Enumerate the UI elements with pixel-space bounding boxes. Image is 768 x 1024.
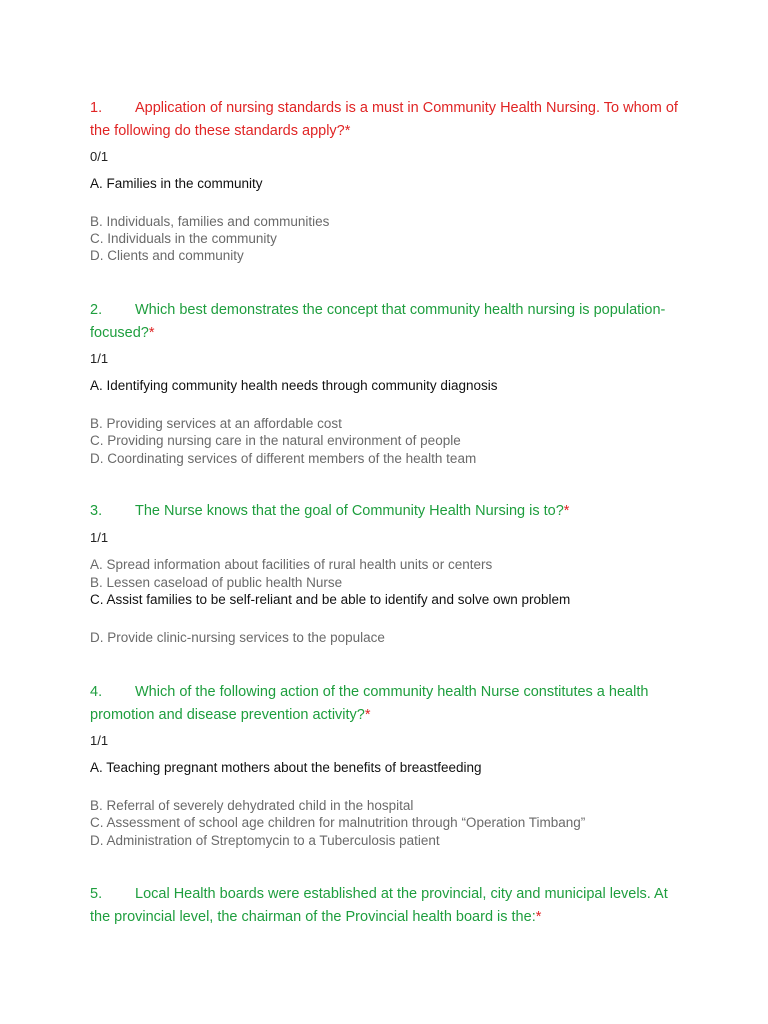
option-a[interactable]: A. Spread information about facilities of rural health units or centers xyxy=(90,557,493,572)
option-c[interactable]: C. Providing nursing care in the natural environment of people xyxy=(90,433,461,448)
option-c[interactable]: C. Assist families to be self-reliant and be able to identify and solve own problem xyxy=(90,592,571,607)
question-number: 2. xyxy=(90,302,103,318)
required-asterisk: * xyxy=(535,909,542,925)
option-a[interactable]: A. Teaching pregnant mothers about the benefits of breastfeeding xyxy=(90,760,482,775)
required-asterisk: * xyxy=(364,707,371,723)
score: 1/1 xyxy=(90,530,109,545)
question-5-text xyxy=(90,883,690,929)
question-number: 5. xyxy=(90,886,103,902)
question-prompt: Which best demonstrates the concept that community health nursing is population-focused? xyxy=(90,302,666,341)
question-prompt: Application of nursing standards is a must in Community Health Nursing. To whom of the following do these standards apply? xyxy=(90,100,678,139)
question-number: 4. xyxy=(90,684,103,700)
required-asterisk: * xyxy=(148,325,155,341)
required-asterisk: * xyxy=(344,123,351,139)
option-b[interactable]: B. Individuals, families and communities xyxy=(90,214,330,229)
question-3-text xyxy=(90,500,690,523)
score: 1/1 xyxy=(90,351,109,366)
question-prompt: Local Health boards were established at the provincial, city and municipal levels. At the provincial level, the chairman of the Provincial health board is the: xyxy=(90,886,668,925)
question-1-text xyxy=(90,97,690,143)
option-d[interactable]: D. Coordinating services of different members of the health team xyxy=(90,451,477,466)
option-c[interactable]: C. Assessment of school age children for malnutrition through “Operation Timbang” xyxy=(90,815,586,830)
question-2-text xyxy=(90,299,690,345)
option-d[interactable]: D. Clients and community xyxy=(90,248,244,263)
option-d[interactable]: D. Provide clinic-nursing services to the populace xyxy=(90,630,385,645)
option-b[interactable]: B. Lessen caseload of public health Nurse xyxy=(90,575,343,590)
option-c[interactable]: C. Individuals in the community xyxy=(90,231,277,246)
question-4 xyxy=(90,681,690,848)
question-prompt: The Nurse knows that the goal of Community Health Nursing is to? xyxy=(135,503,564,519)
question-prompt: Which of the following action of the community health Nurse constitutes a health promotion and disease prevention activity? xyxy=(90,684,649,723)
question-number: 1. xyxy=(90,100,103,116)
question-2 xyxy=(90,299,690,466)
option-b[interactable]: B. Providing services at an affordable cost xyxy=(90,416,342,431)
question-4-text xyxy=(90,681,690,727)
option-a[interactable]: A. Families in the community xyxy=(90,176,263,191)
question-number: 3. xyxy=(90,503,103,519)
question-1 xyxy=(90,97,690,263)
score: 1/1 xyxy=(90,733,109,748)
question-3 xyxy=(90,500,690,645)
option-b[interactable]: B. Referral of severely dehydrated child in the hospital xyxy=(90,798,414,813)
question-5 xyxy=(90,883,690,929)
score: 0/1 xyxy=(90,149,109,164)
required-asterisk: * xyxy=(563,503,570,519)
option-a[interactable]: A. Identifying community health needs through community diagnosis xyxy=(90,378,498,393)
option-d[interactable]: D. Administration of Streptomycin to a Tuberculosis patient xyxy=(90,833,440,848)
